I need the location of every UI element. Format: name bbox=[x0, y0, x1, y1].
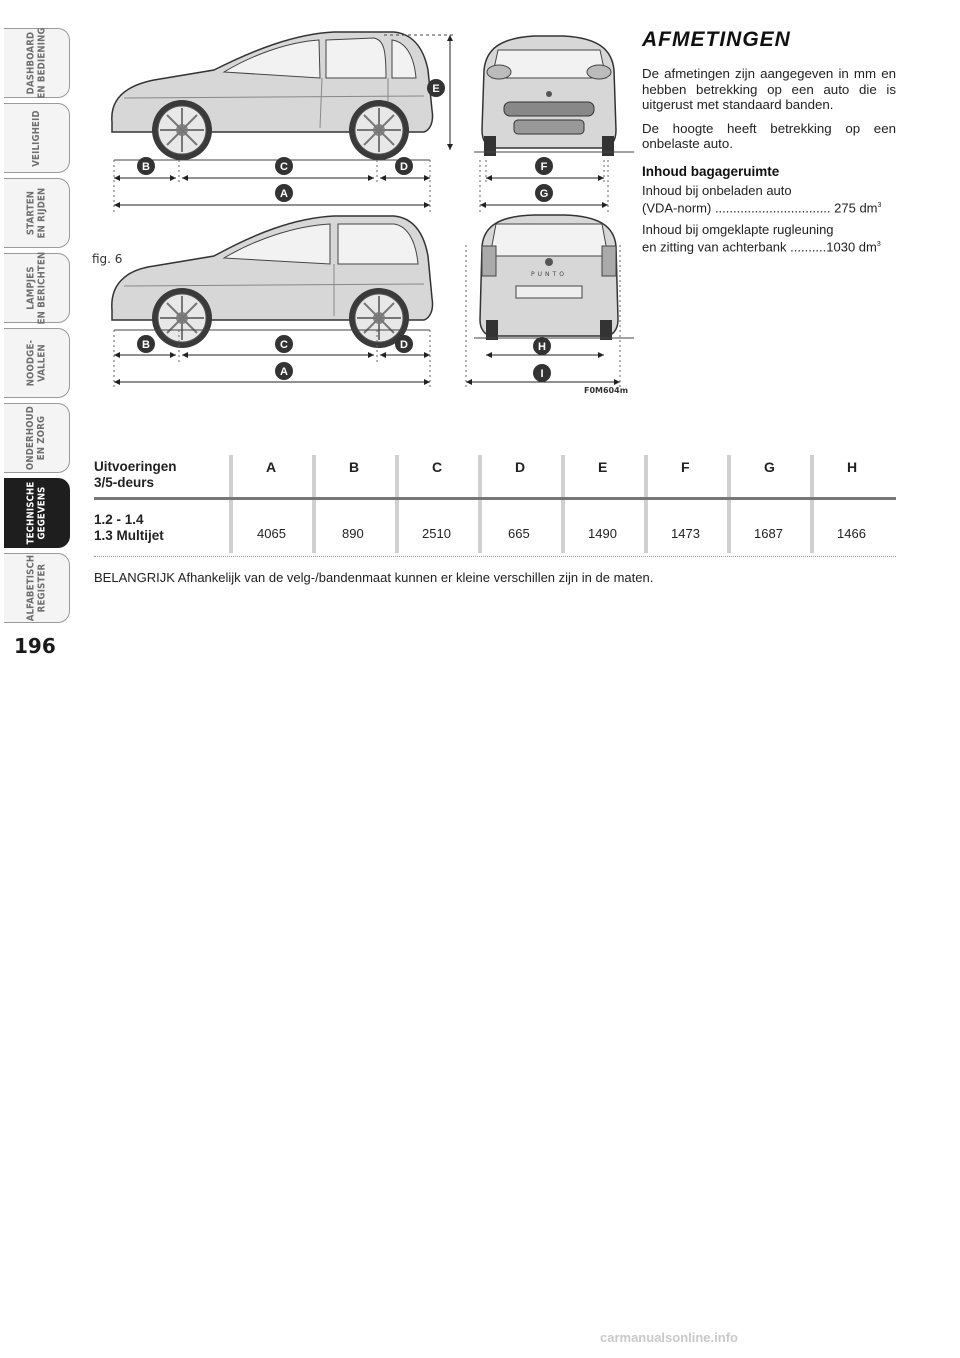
cell-a: 4065 bbox=[257, 526, 286, 541]
svg-text:G: G bbox=[539, 188, 549, 200]
tab-starten[interactable]: STARTEN EN RIJDEN bbox=[4, 178, 70, 248]
svg-text:F: F bbox=[540, 161, 548, 173]
tab-dashboard[interactable]: DASHBOARD EN BEDIENING bbox=[4, 28, 70, 98]
cell-c: 2510 bbox=[422, 526, 451, 541]
page-number: 196 bbox=[14, 634, 56, 658]
svg-text:D: D bbox=[400, 339, 408, 351]
cell-f: 1473 bbox=[671, 526, 700, 541]
row-label: 1.2 - 1.4 1.3 Multijet bbox=[94, 512, 164, 543]
car-front-view bbox=[482, 36, 616, 156]
marker-e bbox=[427, 79, 445, 97]
car-side-3door bbox=[112, 216, 433, 348]
svg-text:H: H bbox=[538, 341, 546, 353]
cell-h: 1466 bbox=[837, 526, 866, 541]
marker-c-3door bbox=[275, 335, 293, 353]
table-row bbox=[94, 500, 896, 557]
content-column bbox=[642, 28, 896, 261]
marker-c-5door bbox=[275, 157, 293, 175]
cell-g: 1687 bbox=[754, 526, 783, 541]
svg-text:B: B bbox=[142, 161, 150, 173]
tab-alfabetisch-register[interactable]: ALFABETISCH REGISTER bbox=[4, 553, 70, 623]
col-d: D bbox=[515, 459, 526, 475]
svg-text:I: I bbox=[540, 368, 544, 380]
dimensions-table bbox=[94, 455, 896, 557]
marker-g bbox=[535, 184, 553, 202]
table-header bbox=[94, 455, 896, 500]
cell-b: 890 bbox=[342, 526, 364, 541]
marker-b-3door bbox=[137, 335, 155, 353]
marker-d-5door bbox=[395, 157, 413, 175]
marker-a-5door bbox=[275, 184, 293, 202]
tab-veiligheid[interactable]: VEILIGHEID bbox=[4, 103, 70, 173]
svg-text:E: E bbox=[432, 83, 440, 95]
col-g: G bbox=[764, 459, 775, 475]
marker-b-5door bbox=[137, 157, 155, 175]
marker-a-3door bbox=[275, 362, 293, 380]
svg-text:A: A bbox=[280, 188, 288, 200]
cell-d: 665 bbox=[508, 526, 530, 541]
figure-code: F0M604m bbox=[584, 386, 629, 395]
col-f: F bbox=[681, 459, 690, 475]
marker-h bbox=[533, 337, 551, 355]
tab-technische-gegevens[interactable]: TECHNISCHE GEGEVENS bbox=[4, 478, 70, 548]
rear-badge: PUNTO bbox=[531, 271, 567, 278]
tab-lampjes[interactable]: LAMPJES EN BERICHTEN bbox=[4, 253, 70, 323]
marker-f bbox=[535, 157, 553, 175]
watermark: carmanualsonline.info bbox=[600, 1330, 738, 1345]
table-row-header: Uitvoeringen 3/5-deurs bbox=[94, 459, 177, 490]
col-h: H bbox=[847, 459, 858, 475]
col-c: C bbox=[432, 459, 443, 475]
important-note: BELANGRIJK Afhankelijk van de velg-/bandenmaat kunnen er kleine verschillen zijn in de maten. bbox=[94, 570, 654, 585]
svg-text:D: D bbox=[400, 161, 408, 173]
intro-paragraph: De afmetingen zijn aangegeven in mm en hebben betrekking op een auto die is uitgerust met standaard banden. bbox=[642, 66, 896, 112]
page-title: AFMETINGEN bbox=[642, 28, 791, 51]
svg-text:C: C bbox=[280, 161, 288, 173]
tab-noodgevallen[interactable]: NOODGE- VALLEN bbox=[4, 328, 70, 398]
luggage-volume-1: Inhoud bij onbeladen auto (VDA-norm) ................................ 275 $dm^3$ bbox=[642, 182, 882, 216]
col-b: B bbox=[349, 459, 360, 475]
height-paragraph: De hoogte heeft betrekking op een onbelaste auto. bbox=[642, 120, 896, 151]
figure-label: fig. 6 bbox=[92, 252, 123, 266]
luggage-heading: Inhoud bagageruimte bbox=[642, 163, 780, 179]
marker-d-3door bbox=[395, 335, 413, 353]
marker-i bbox=[533, 364, 551, 382]
car-rear-view bbox=[480, 215, 618, 340]
svg-text:A: A bbox=[280, 366, 288, 378]
tab-onderhoud[interactable]: ONDERHOUD EN ZORG bbox=[4, 403, 70, 473]
col-e: E bbox=[598, 459, 608, 475]
svg-text:C: C bbox=[280, 339, 288, 351]
svg-text:B: B bbox=[142, 339, 150, 351]
cell-e: 1490 bbox=[588, 526, 617, 541]
dimensions-figure bbox=[94, 20, 634, 400]
luggage-volume-2: Inhoud bij omgeklapte rugleuning en zitting van achterbank ..........1030 $dm^3$ bbox=[642, 221, 881, 255]
car-side-5door bbox=[112, 32, 433, 160]
col-a: A bbox=[266, 459, 277, 475]
